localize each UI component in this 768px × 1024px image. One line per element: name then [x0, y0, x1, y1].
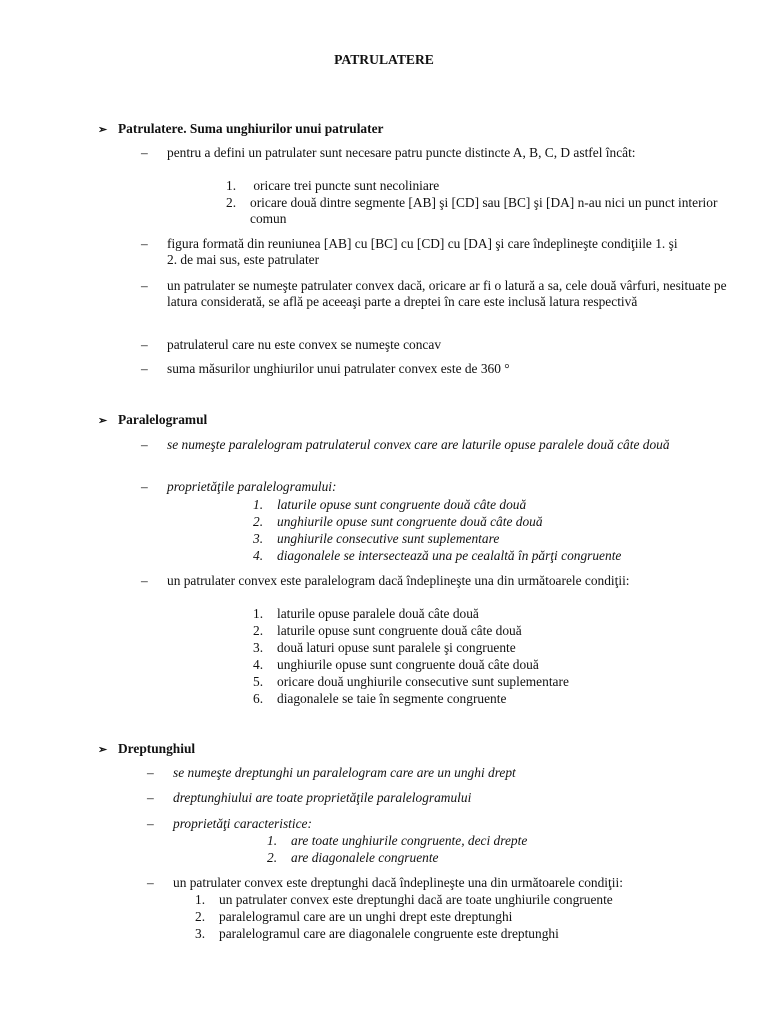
document-page: PATRULATERE ➢ Patrulatere. Suma unghiurilor unui patrulater – pentru a defini un patrulater sunt necesare patru puncte distincte A, B, C, D astfel încât: 1. oricare trei puncte sunt necoliniare 2. oricare două dintre segmente [AB] şi [CD] sau [BC] şi [DA] n-au nici un punct interior comun – figura formată din reuniunea [AB] cu [BC] cu [CD] cu [DA] şi care îndeplineşte condiţiile 1. şi 2. de mai sus, este patrulater – un patrulater se numeşte patrulater convex dacă, oricare ar fi o latură a sa, cele două vârfuri, nesituate pe latura considerată, se află pe aceeaşi parte a dreptei în care este inclusă latura respectivă – patrulaterul care nu este convex se numeşte concav – suma măsurilor unghiurilor unui patrulater convex este de 360 ° ➢ Paralelogramul – se numeşte paralelogram patrulaterul convex care are laturile opuse paralele două câte două – proprietăţile paralelogramului: 1. laturile opuse sunt congruente două câte două 2. unghiurile opuse sunt congruente două câte două 3. unghiurile consecutive sunt suplementare 4. diagonalele se intersectează una pe cealaltă în părţi congruente – un patrulater convex este paralelogram dacă îndeplineşte una din următoarele condiţii: 1. laturile opuse paralele două câte două 2. laturile opuse sunt congruente două câte două 3. două laturi opuse sunt paralele şi congruente 4. unghiurile opuse sunt congruente două câte două 5. oricare două unghiurile consecutive sunt suplementare 6. diagonalele se taie în segmente congruente ➢ Dreptunghiul – se numeşte dreptunghi un paralelogram care are un unghi drept – dreptunghiului are toate proprietăţile paralelogramului – proprietăţi caracteristice: 1. are toate unghiurile congruente, deci drepte 2. are diagonalele congruente – un patrulater convex este dreptunghi dacă îndeplineşte una din următoarele condiţii: 1. un patrulater convex este dreptunghi dacă are toate unghiurile congruente 2. paralelogramul care are un unghi drept este dreptunghi 3. paralelogramul care are diagonalele congruente este dreptunghi	[0, 0, 768, 1024]
section-heading-paralelogramul: ➢ Paralelogramul	[98, 412, 208, 427]
section-heading-patrulatere: ➢ Patrulatere. Suma unghiurilor unui patrulater	[98, 121, 384, 136]
arrow-bullet-icon: ➢	[98, 124, 108, 136]
arrow-bullet-icon: ➢	[98, 744, 108, 756]
section-heading-dreptunghiul: ➢ Dreptunghiul	[98, 741, 196, 756]
arrow-bullet-icon: ➢	[98, 415, 108, 427]
page-title: PATRULATERE	[334, 52, 434, 67]
dash-bullet: –	[141, 145, 148, 160]
